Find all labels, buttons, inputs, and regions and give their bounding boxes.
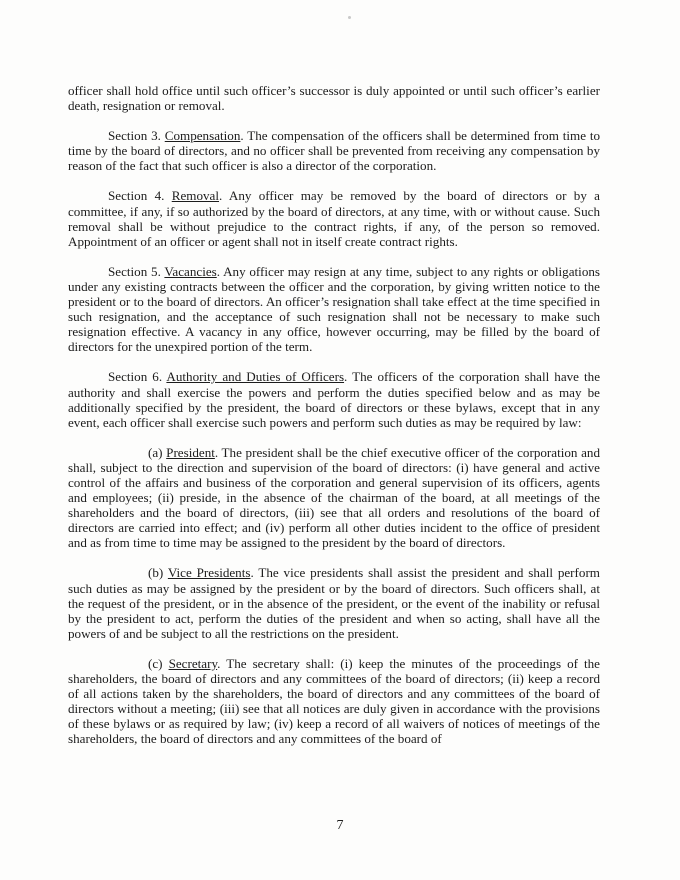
section-title: Vacancies	[164, 263, 217, 279]
scan-speck	[348, 16, 351, 19]
section-title: Compensation	[164, 128, 241, 144]
paragraph-section-4-removal	[68, 188, 600, 248]
subsection-lead: (b)	[148, 565, 168, 581]
paragraph-text: . The secretary shall: (i) keep the minutes of the proceedings of the shareholders, the board of directors and any committees of the board of directors; (ii) keep a record of all actions taken by the shareholders, the board of directors and any committees of the board of directors without a meeting; (iii) see that all notices are duly given in accordance with the provisions of these bylaws or as required by law; (iv) keep a record of all waivers of notices of meetings of the shareholders, the board of directors and any committees of the board of	[68, 655, 600, 747]
section-lead: Section 6.	[108, 369, 167, 385]
subsection-lead: (c)	[148, 655, 169, 671]
section-lead: Section 5.	[108, 263, 165, 279]
section-lead: Section 3.	[108, 128, 165, 144]
document-body	[68, 83, 600, 761]
paragraph-president	[68, 445, 600, 551]
paragraph-continuation	[68, 83, 600, 113]
paragraph-text: . The compensation of the officers shall be determined from time to time by the board of directors, and no officer shall be prevented from receiving any compensation by reason of the fact that such officer is also a director of the corporation.	[68, 128, 600, 174]
paragraph-text: . The vice presidents shall assist the president and shall perform such duties as may be assigned by the president or by the board of directors. Such officers shall, at the request of the president, or in the absence of the president, or the event of the inability or refusal by the president to act, perform the duties of the president and when so acting, shall have all the powers of and be subject to all the restrictions on the president.	[68, 565, 600, 641]
paragraph-text: . Any officer may be removed by the board of directors or by a committee, if any, if so authorized by the board of directors, at any time, with or without cause. Such removal shall be without prejudice to the contract rights, if any, of the person so removed. Appointment of an officer or agent shall not in itself create contract rights.	[68, 188, 600, 249]
paragraph-vice-presidents	[68, 565, 600, 640]
subsection-lead: (a)	[148, 444, 167, 460]
paragraph-text: . Any officer may resign at any time, subject to any rights or obligations under any existing contracts between the officer and the corporation, by giving written notice to the president or to the board of directors. An officer’s resignation shall take effect at the time specified in such resignation, and the acceptance of such resignation shall not be necessary to make such resignation effective. A vacancy in any office, however occurring, may be filled by the board of directors for the unexpired portion of the term.	[68, 263, 601, 355]
paragraph-section-3-compensation	[68, 128, 600, 173]
subsection-title: Secretary	[168, 655, 218, 671]
page-number: 7	[336, 818, 344, 833]
paragraph-section-6-authority	[68, 369, 600, 429]
paragraph-section-5-vacancies	[68, 264, 600, 355]
subsection-title: President	[166, 444, 215, 460]
paragraph-text: . The president shall be the chief executive officer of the corporation and shall, subject to the direction and supervision of the board of directors: (i) have general and active control of the affairs and business of the corporation and general supervision of its officers, agents and employees; (ii) preside, in the absence of the chairman of the board, at all meetings of the shareholders and the board of directors, (iii) see that all orders and resolutions of the board of directors are carried into effect; and (iv) perform all other duties incident to the office of president and as from time to time may be assigned to the president by the board of directors.	[68, 444, 600, 551]
paragraph-text: . The officers of the corporation shall have the authority and shall exercise the powers and perform the duties specified below and as may be additionally specified by the president, the board of directors or these bylaws, except that in any event, each officer shall exercise such powers and perform such duties as may be required by law:	[68, 369, 601, 430]
section-lead: Section 4.	[108, 188, 172, 204]
subsection-title: Vice Presidents	[167, 565, 251, 581]
paragraph-secretary	[68, 656, 600, 747]
paragraph-text: officer shall hold office until such officer’s successor is duly appointed or until such officer’s earlier death, resignation or removal.	[68, 83, 600, 114]
section-title: Removal	[171, 188, 220, 204]
section-title: Authority and Duties of Officers	[166, 369, 345, 385]
